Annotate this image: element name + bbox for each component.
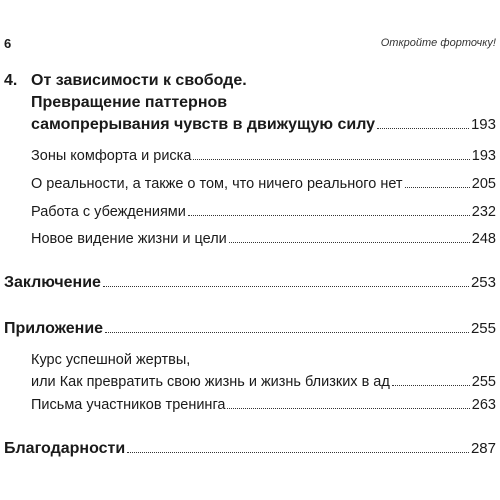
chapter-title-line2: Превращение паттернов <box>31 94 228 111</box>
page-ref: 193 <box>470 116 496 133</box>
page-ref: 263 <box>471 397 496 413</box>
chapter-title-line3: самопрерывания чувств в движущую силу <box>31 116 376 133</box>
page-ref: 255 <box>470 320 496 337</box>
dot-leader <box>392 385 470 386</box>
dot-leader <box>103 286 469 287</box>
page-ref: 205 <box>471 176 496 192</box>
entry-title: Работа с убеждениями <box>31 204 186 220</box>
chapter-number: 4. <box>4 72 18 89</box>
page-ref: 193 <box>471 148 496 164</box>
page-header <box>4 36 496 54</box>
dot-leader <box>127 452 469 453</box>
entry-title: Приложение <box>4 320 104 337</box>
entry-title: Благодарности <box>4 440 126 457</box>
page-ref: 248 <box>471 231 496 247</box>
dot-leader <box>377 128 469 129</box>
entry-title: Письма участников тренинга <box>31 397 226 413</box>
page-ref: 287 <box>470 440 496 457</box>
toc-entry-victim-course[interactable] <box>31 349 496 393</box>
dot-leader <box>229 242 470 243</box>
page-ref: 255 <box>471 374 496 390</box>
toc-entry-reality[interactable] <box>31 176 496 192</box>
toc-entry-acknowledgements[interactable] <box>4 440 496 458</box>
toc-entry-conclusion[interactable] <box>4 274 496 292</box>
entry-title: Заключение <box>4 274 101 291</box>
dot-leader <box>188 215 470 216</box>
page-ref: 253 <box>470 274 496 291</box>
dot-leader <box>105 332 469 333</box>
dot-leader <box>227 408 469 409</box>
toc-entry-new-vision[interactable] <box>31 231 496 247</box>
entry-title-line2: или Как превратить свою жизнь и жизнь близких в ад <box>31 374 390 390</box>
entry-title: Зоны комфорта и риска <box>31 148 192 164</box>
toc-entry-letters[interactable] <box>31 397 496 413</box>
toc-entry-appendix[interactable] <box>4 320 496 338</box>
dot-leader <box>193 159 469 160</box>
entry-title: Новое видение жизни и цели <box>31 231 227 247</box>
running-title: Откройте форточку! <box>380 37 496 49</box>
entry-title-line1: Курс успешной жертвы, <box>31 352 191 368</box>
dot-leader <box>405 187 470 188</box>
entry-title: О реальности, а также о том, что ничего реального нет <box>31 176 403 192</box>
page-number: 6 <box>4 36 12 51</box>
toc-entry-beliefs[interactable] <box>31 204 496 220</box>
page-ref: 232 <box>471 204 496 220</box>
chapter-title-line1: От зависимости к свободе. <box>31 72 247 89</box>
toc-entry-comfort-zones[interactable] <box>31 148 496 164</box>
toc-entry-chapter-4[interactable] <box>4 70 496 136</box>
